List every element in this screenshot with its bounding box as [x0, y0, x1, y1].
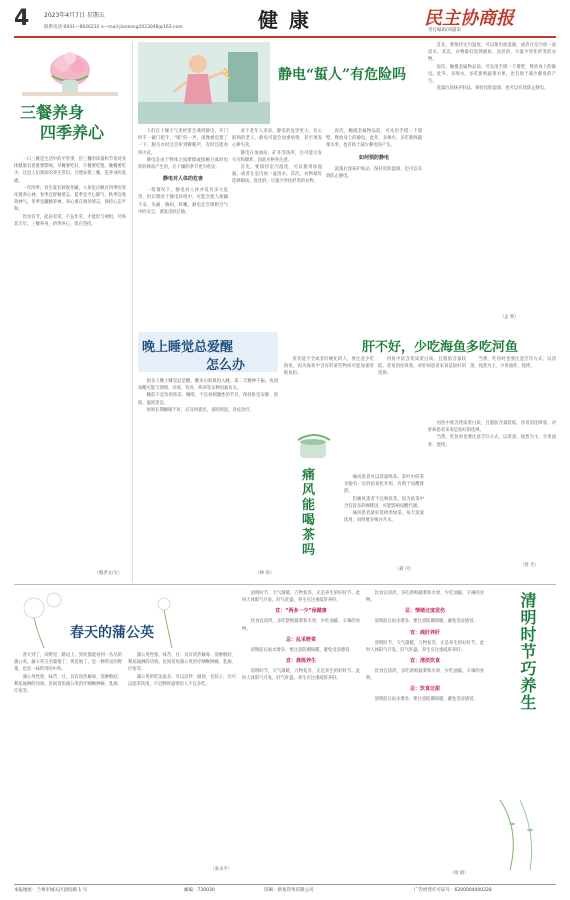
- liver-title: 肝不好，少吃海鱼多吃河鱼: [362, 340, 519, 355]
- paragraph: 清明时节，天气渐暖，万物复苏，正是养生的好时节。此时人体阳气升发，肝气旺盛，养生应注重疏肝养肝。: [242, 591, 360, 604]
- paragraph: 很多人晚上睡觉总是醒，醒来后很难再入睡，第二天精神不振。夜间易醒可能与情绪、环境、饮食、疾病等多种因素有关。: [138, 379, 278, 392]
- article-gout: [284, 420, 344, 580]
- section-title: 健 康: [258, 8, 311, 32]
- paragraph: 当然，吃鱼时也要注意烹饪方式，以清蒸、炖煮为主，少用油炸、烧烤。: [428, 435, 556, 448]
- qingming-illustration: [490, 800, 556, 870]
- issue-date: 2023年4月7日 星期五: [44, 12, 105, 19]
- paragraph: 清明时节，天气渐暖，万物复苏，正是养生的好时节。此时人体阳气升发，肝气旺盛，养生应注重疏肝养肝。: [242, 669, 360, 682]
- paragraph: 饮食宜清淡，多吃新鲜蔬菜和水果，少吃油腻、辛辣的食物。: [366, 591, 484, 604]
- qingming-author: （徐 炳）: [450, 871, 469, 876]
- paragraph: 首先，要保持室内湿度，可以使用加湿器，或者在室内放一盆清水。其次，衣物最好选择棉质、真丝的，尽量少穿化纤类的衣物。: [428, 43, 556, 63]
- static-title: 静电“蜇人”有危险吗: [278, 67, 407, 83]
- paragraph: 静电在加油站、矿井等场所，还可能引发火灾和爆炸，因此应格外注意。: [232, 150, 322, 163]
- paper-logo: 民主协商报: [424, 8, 514, 29]
- static-subheading-1: 静电对人体的危害: [162, 176, 203, 183]
- qingming-sub-1: 宜：“两多一少”保健康: [275, 608, 327, 615]
- paragraph: 肝功能不全或者肝硬化的人，要注意少吃海鱼，因为海鱼中含有的某些物质可能加重肝脏负担。: [284, 357, 374, 377]
- liver-body-3: [470, 356, 556, 420]
- paragraph: 一般情况下，静电对人体并没有多大危害，但长期处于静电环境中，可能会使人烦躁不安、头痛、胸闷、咳嗽。静电还会吸附空气中的灰尘，诱发皮肤过敏。: [138, 188, 228, 215]
- gout-title-text: 痛风能喝茶吗: [302, 468, 316, 558]
- article-dandelion: [14, 590, 236, 880]
- paragraph: 痛风患者最好选择淡绿茶，每天适量饮用，同时要多喝白开水。: [344, 511, 424, 524]
- footer-postcode: 邮编：730030: [184, 888, 215, 893]
- paragraph: 蒲公英性寒，味苦、甘，具有清热解毒、消肿散结、利尿通淋的功效。民间常用蒲公英治疗咽喉肿痛、乳痈、疔疮等。: [128, 653, 236, 673]
- paragraph: 一日三餐是生活中的平常事，但三餐的质量和节奏对身体健康有着重要影响。早餐要吃好，午餐要吃饱，晚餐要吃少，这是人们熟知的养生常识。合理安排三餐，是养身的基础。: [14, 157, 126, 184]
- paragraph: 痛风患者可以适量喝茶。茶叶中的茶多酚有一定的抗氧化作用，有助于尿酸排泄。: [344, 475, 424, 495]
- article-night-wake: [138, 332, 278, 582]
- contact-info: 联系电话:0931—8926232 e—mail:jiankang2023048@163.com: [44, 25, 183, 30]
- footer-printer: 印刷：新星印务有限公司: [264, 888, 314, 893]
- willow-branch-icon: [490, 800, 556, 870]
- qingming-title: [516, 592, 556, 792]
- flower-vase-icon: [22, 46, 118, 98]
- paragraph: 当然，吃鱼时也要注意烹饪方式，以清蒸、炖煮为主，少用油炸、烧烤。: [470, 357, 556, 370]
- paragraph: 河鱼中富含优质蛋白质，且脂肪含量较低，容易消化吸收，对肝病患者来说是较好的选择。: [378, 357, 466, 377]
- night-wake-title-2: 怎么办: [206, 358, 246, 373]
- paragraph: 饮食有节，起居有常，不妄作劳，才能形与神俱，尽终其天年。三餐养身，四季养心，贵在坚持。: [14, 214, 126, 227]
- section-rule: [14, 584, 556, 585]
- paragraph: 清明前后雨水增多，要注意防潮保暖，避免受凉感冒。: [250, 647, 354, 653]
- qingming-sub-4: 忌：情绪过度悲伤: [404, 608, 445, 615]
- paragraph: 清明前后雨水增多，要注意防潮保暖，避免受凉感冒。: [374, 619, 478, 625]
- static-body-2: [232, 128, 322, 328]
- paragraph: 再次，触摸金属物品前，可先用手摸一下墙壁，释放身上的静电。此外，多喝水，多吃新鲜蔬菜水果，也有助于减少静电的产生。: [428, 64, 556, 85]
- qingming-sub-3: 宜：晨练养生: [285, 658, 316, 665]
- footer: [14, 887, 556, 897]
- night-wake-title-1: 晚上睡觉总爱醒: [142, 340, 234, 355]
- dandelion-body-1: [14, 652, 122, 872]
- qingming-body-1: [242, 590, 360, 880]
- article-liver: [284, 330, 556, 420]
- paragraph: 蒲公英的吃法很多，可以凉拌、做汤、包饺子，还可以泡茶饮用。不过脾胃虚寒的人不宜多吃。: [128, 674, 236, 687]
- paragraph: 但痛风患者不宜喝浓茶，因为浓茶中含有较多的咖啡因，可能影响尿酸代谢。: [344, 496, 424, 509]
- paragraph: 首先，要保持室内湿度，可以使用加湿器，或者在室内放一盆清水。其次，衣物最好选择棉质、真丝的，尽量少穿化纤类的衣物。: [232, 165, 322, 185]
- dandelion-body-2: [128, 652, 236, 862]
- footer-license: 广告经营许可证号：6200004000228: [414, 888, 492, 893]
- dandelion-author: （张永平）: [210, 867, 232, 872]
- nourish-illustration: [22, 46, 118, 98]
- page-header: [0, 0, 570, 38]
- gout-author: （聂 可）: [395, 567, 414, 572]
- static-body-3: [326, 128, 422, 328]
- gout-title: [302, 468, 324, 558]
- qingming-body-2: [366, 590, 484, 880]
- nourish-title-2: 四季养心: [40, 123, 105, 142]
- paragraph: 对于老年人来说，静电的危害更大。有心脏病的老人，静电可能会加重病情，甚至诱发心律失常。: [232, 129, 322, 149]
- dandelion-title: 春天的蒲公英: [70, 625, 154, 641]
- woman-static-shock-icon: [138, 42, 270, 124]
- column-divider: [132, 42, 133, 582]
- paragraph: 人们在干燥天气里经常会遇到静电，开门时手一碰门把手，“啪”的一声，就像被电蜇了一下。脱毛衣时还会听到噼啪声，有时还能看到火花。: [138, 129, 228, 156]
- paragraph: 春天到了，田野里、路边上，到处都能看到一丛丛的蒲公英。蒲公英又名婆婆丁、黄花地丁，是一种常见的野菜，也是一味常用的中药。: [14, 653, 122, 673]
- paragraph: 河鱼中富含优质蛋白质，且脂肪含量较低，容易消化吸收，对肝病患者来说是较好的选择。: [428, 421, 556, 434]
- night-wake-author: （林 涛）: [255, 571, 274, 576]
- paragraph: 静电是由于物体之间摩擦或接触分离时电荷转移而产生的，在干燥的季节更为常见。: [138, 157, 228, 171]
- static-illustration: [138, 42, 270, 124]
- nourish-title-1: 三餐养身: [20, 103, 85, 122]
- paragraph: 清明前后雨水增多，要注意防潮保暖，避免受凉感冒。: [374, 697, 478, 703]
- static-body-4: [428, 42, 556, 312]
- liver-body-2: [378, 356, 466, 420]
- paragraph: 清明时节，天气渐暖，万物复苏，正是养生的好时节。此时人体阳气升发，肝气旺盛，养生应注重疏肝养肝。: [366, 640, 484, 653]
- footer-rule: [14, 884, 556, 885]
- editor-line: 责任编辑/刘露荣: [428, 28, 462, 33]
- qingming-title-text: 清明时节巧养生: [518, 592, 537, 711]
- paragraph: 洗澡后涂抹护肤品，保持皮肤湿润，也可以有效防止静电。: [326, 166, 422, 179]
- qingming-sub-2: 忌：乱采野菜: [285, 636, 316, 643]
- paragraph: 饮食宜清淡，多吃新鲜蔬菜和水果，少吃油腻、辛辣的食物。: [366, 669, 484, 682]
- night-wake-body: [138, 378, 278, 568]
- paragraph: 睡前不宜饮用浓茶、咖啡，不宜看刺激性的节目。保持卧室安静、黑暗、温度适宜。: [138, 393, 278, 406]
- paragraph: 再次，触摸金属物品前，可先用手摸一下墙壁，释放身上的静电。此外，多喝水，多吃新鲜蔬菜水果，也有助于减少静电的产生。: [326, 129, 422, 149]
- paragraph: 饮食宜清淡，多吃新鲜蔬菜和水果，少吃油腻、辛辣的食物。: [242, 619, 360, 632]
- article-three-nourish: [14, 42, 126, 582]
- paragraph: 蒲公英性寒，味苦、甘，具有清热解毒、消肿散结、利尿通淋的功效。民间常用蒲公英治疗咽喉肿痛、乳痈、疔疮等。: [14, 674, 122, 695]
- qingming-sub-5: 宜：疏肝养肝: [409, 629, 440, 636]
- qingming-sub-6: 宜：清淡饮食: [409, 658, 440, 665]
- liver-body-4: [428, 420, 556, 560]
- liver-body-1: [284, 356, 374, 420]
- header-rule: [14, 36, 556, 38]
- teacup-icon: [288, 424, 340, 464]
- page-number: 4: [14, 6, 30, 31]
- qingming-sub-7: 忌：饮食过甜: [409, 686, 440, 693]
- tea-illustration: [288, 424, 340, 464]
- paragraph: 一年四季，春生夏长秋收冬藏，人体也应顺应四季的变化调养心神。春季宜舒畅情志，夏季宜平心静气，秋季宜收敛神气，冬季宜藏精养神。养心重在调养情志，保持心态平和。: [14, 185, 126, 213]
- paragraph: 洗澡后涂抹护肤品，保持皮肤湿润，也可以有效防止静电。: [436, 86, 549, 92]
- liver-author: （春 光）: [520, 563, 539, 568]
- nourish-body: [14, 156, 126, 566]
- gout-body: [344, 474, 424, 574]
- paragraph: 如果长期睡眠不好，应及时就医，查明原因，对症治疗。: [146, 407, 255, 413]
- footer-address: 本报地址：兰州市城关区团结路 1 号: [14, 888, 88, 893]
- static-subheading-2: 如何预防静电: [358, 154, 389, 161]
- static-author: （孟 辉）: [500, 315, 519, 320]
- nourish-author: （熊洪文/文）: [94, 571, 122, 576]
- static-banner: [138, 42, 424, 124]
- static-body-1: [138, 128, 228, 328]
